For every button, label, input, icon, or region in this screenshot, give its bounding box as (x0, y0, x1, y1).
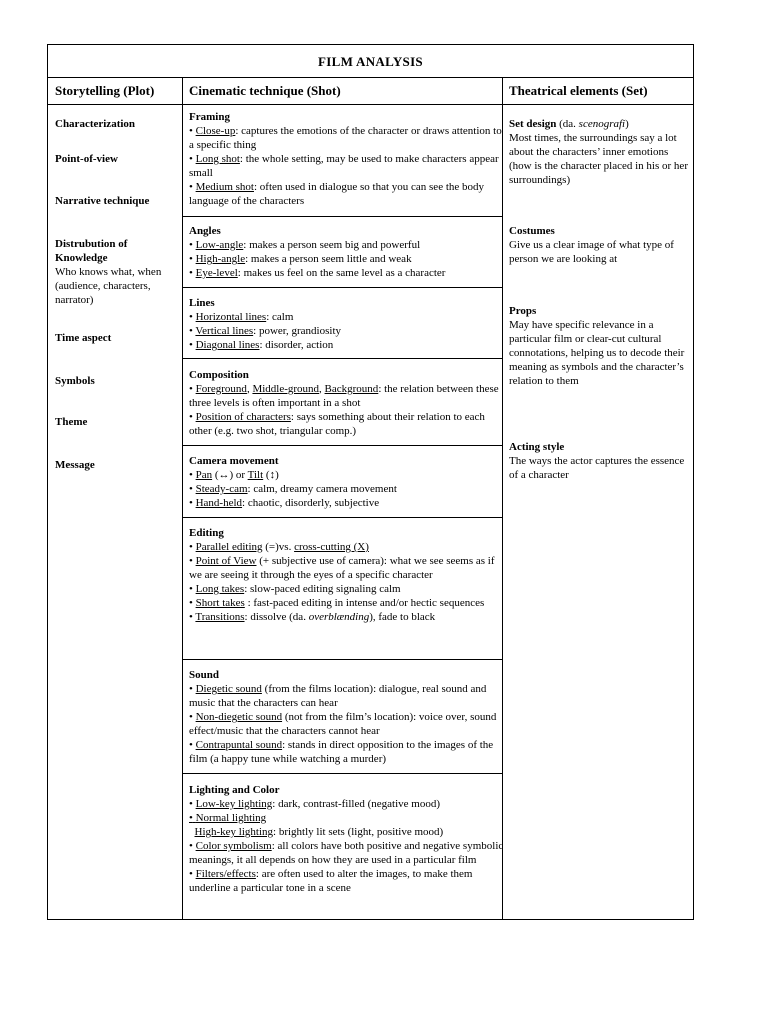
point-of-view-label: Point-of-view (55, 153, 118, 165)
set-design-text: Most times, the surroundings say a lot about the characters’ inner emotions (how is the character placed in his or her surroundings) (509, 132, 688, 186)
costumes-text: Give us a clear image of what type of person we are looking at (509, 239, 674, 265)
angles-item: • Eye-level: makes us feel on the same level as a character (189, 267, 446, 279)
characterization-label: Characterization (55, 118, 136, 130)
distribution-label: Distrubution of Knowledge (55, 238, 128, 264)
acting-style-block (509, 440, 689, 482)
section-divider (182, 517, 502, 518)
editing-item: • Short takes : fast-paced editing in intense and/or hectic sequences (189, 597, 485, 609)
props-heading: Props (509, 305, 537, 317)
lines-heading: Lines (189, 297, 215, 309)
lighting-item: • Low-key lighting: dark, contrast-filled (negative mood) (189, 798, 440, 810)
angles-item: • Low-angle: makes a person seem big and powerful (189, 239, 421, 251)
header-divider (48, 104, 693, 105)
section-divider (182, 445, 502, 446)
lines-item: • Diagonal lines: disorder, action (189, 339, 334, 351)
props-text: May have specific relevance in a particular film or clear-cut cultural connotations, helping us to decode their meaning as symbols and the character’s relation to them (509, 319, 685, 387)
set-design-block: Set design (da. scenografi) Most times, the surroundings say a lot about the characters’ inner emotions (how is the character placed in his or her surroundings) (509, 118, 688, 186)
distribution-of-knowledge (55, 237, 180, 307)
title-divider (48, 77, 693, 78)
composition-item: • Position of characters: says something about their relation to each other (e.g. two shot, triangular comp.) (189, 411, 485, 437)
framing-section (189, 110, 504, 208)
camera-movement-section (189, 454, 504, 510)
theme-label: Theme (55, 416, 88, 428)
editing-heading: Editing (189, 527, 224, 539)
acting-style-text: The ways the actor captures the essence of a character (509, 455, 685, 481)
framing-item: • Medium shot: often used in dialogue so that you can see the body language of the characters (189, 181, 485, 207)
symbols-label: Symbols (55, 375, 95, 387)
section-divider (182, 287, 502, 288)
composition-heading: Composition (189, 369, 249, 381)
props-block (509, 304, 689, 388)
sound-item: • Diegetic sound (from the films location): dialogue, real sound and music that the characters can hear (189, 683, 487, 709)
camera-movement-heading: Camera movement (189, 455, 279, 467)
editing-item: • Point of View (+ subjective use of camera): what we see seems as if we are seeing it through the eyes of a specific character (189, 555, 495, 581)
column-header-storytelling: Storytelling (Plot) (55, 83, 155, 98)
editing-item: • Long takes: slow-paced editing signaling calm (189, 583, 401, 595)
acting-style-heading: Acting style (509, 441, 565, 453)
column-divider-1 (182, 77, 183, 919)
angles-item: • High-angle: makes a person seem little and weak (189, 253, 412, 265)
angles-section (189, 224, 504, 280)
set-design-heading: Set design (509, 118, 557, 130)
sound-heading: Sound (189, 669, 219, 681)
lighting-item: High-key lighting: brightly lit sets (light, positive mood) (194, 826, 444, 838)
camera-item: • Hand-held: chaotic, disorderly, subjective (189, 497, 380, 509)
section-divider (182, 216, 502, 217)
lines-item: • Vertical lines: power, grandiosity (189, 325, 342, 337)
editing-item: • Transitions: dissolve (da. overblænding), fade to black (189, 611, 436, 623)
editing-section (189, 526, 504, 624)
film-analysis-table (47, 44, 694, 920)
page-title: FILM ANALYSIS (318, 54, 423, 69)
lighting-item: • Color symbolism: all colors have both positive and negative symbolic meanings, it all depends on how they are used in a particular film (189, 840, 504, 866)
section-divider (182, 773, 502, 774)
message-label: Message (55, 459, 95, 471)
sound-item: • Contrapuntal sound: stands in direct opposition to the images of the film (a happy tune while watching a murder) (189, 739, 494, 765)
lines-item: • Horizontal lines: calm (189, 311, 294, 323)
costumes-heading: Costumes (509, 225, 555, 237)
editing-item: • Parallel editing (=)vs. cross-cutting (X) (189, 541, 369, 553)
framing-heading: Framing (189, 111, 230, 123)
costumes-block (509, 224, 689, 266)
lighting-section (189, 783, 504, 895)
camera-item: • Steady-cam: calm, dreamy camera movement (189, 483, 397, 495)
camera-item: • Pan (↔) or Tilt (↕) (189, 469, 279, 481)
section-divider (182, 358, 502, 359)
section-divider (182, 659, 502, 660)
narrative-technique-label: Narrative technique (55, 195, 150, 207)
lighting-item: • Normal lighting (189, 812, 267, 824)
lighting-heading: Lighting and Color (189, 784, 280, 796)
lines-section (189, 296, 504, 352)
framing-item: • Close-up: captures the emotions of the character or draws attention to a specific thing (189, 125, 502, 151)
framing-item: • Long shot: the whole setting, may be used to make characters appear small (189, 153, 499, 179)
angles-heading: Angles (189, 225, 221, 237)
sound-section (189, 668, 504, 766)
composition-section (189, 368, 504, 438)
composition-item: • Foreground, Middle-ground, Background: the relation between these three levels is often important in a shot (189, 383, 499, 409)
column-header-cinematic: Cinematic technique (Shot) (189, 83, 341, 98)
column-header-theatrical: Theatrical elements (Set) (509, 83, 648, 98)
lighting-item: • Filters/effects: are often used to alter the images, to make them underline a particular tone in a scene (189, 868, 473, 894)
sound-item: • Non-diegetic sound (not from the film’s location): voice over, sound effect/music that the characters cannot hear (189, 711, 497, 737)
time-aspect-label: Time aspect (55, 332, 112, 344)
distribution-note: Who knows what, when (audience, characters, narrator) (55, 266, 162, 306)
